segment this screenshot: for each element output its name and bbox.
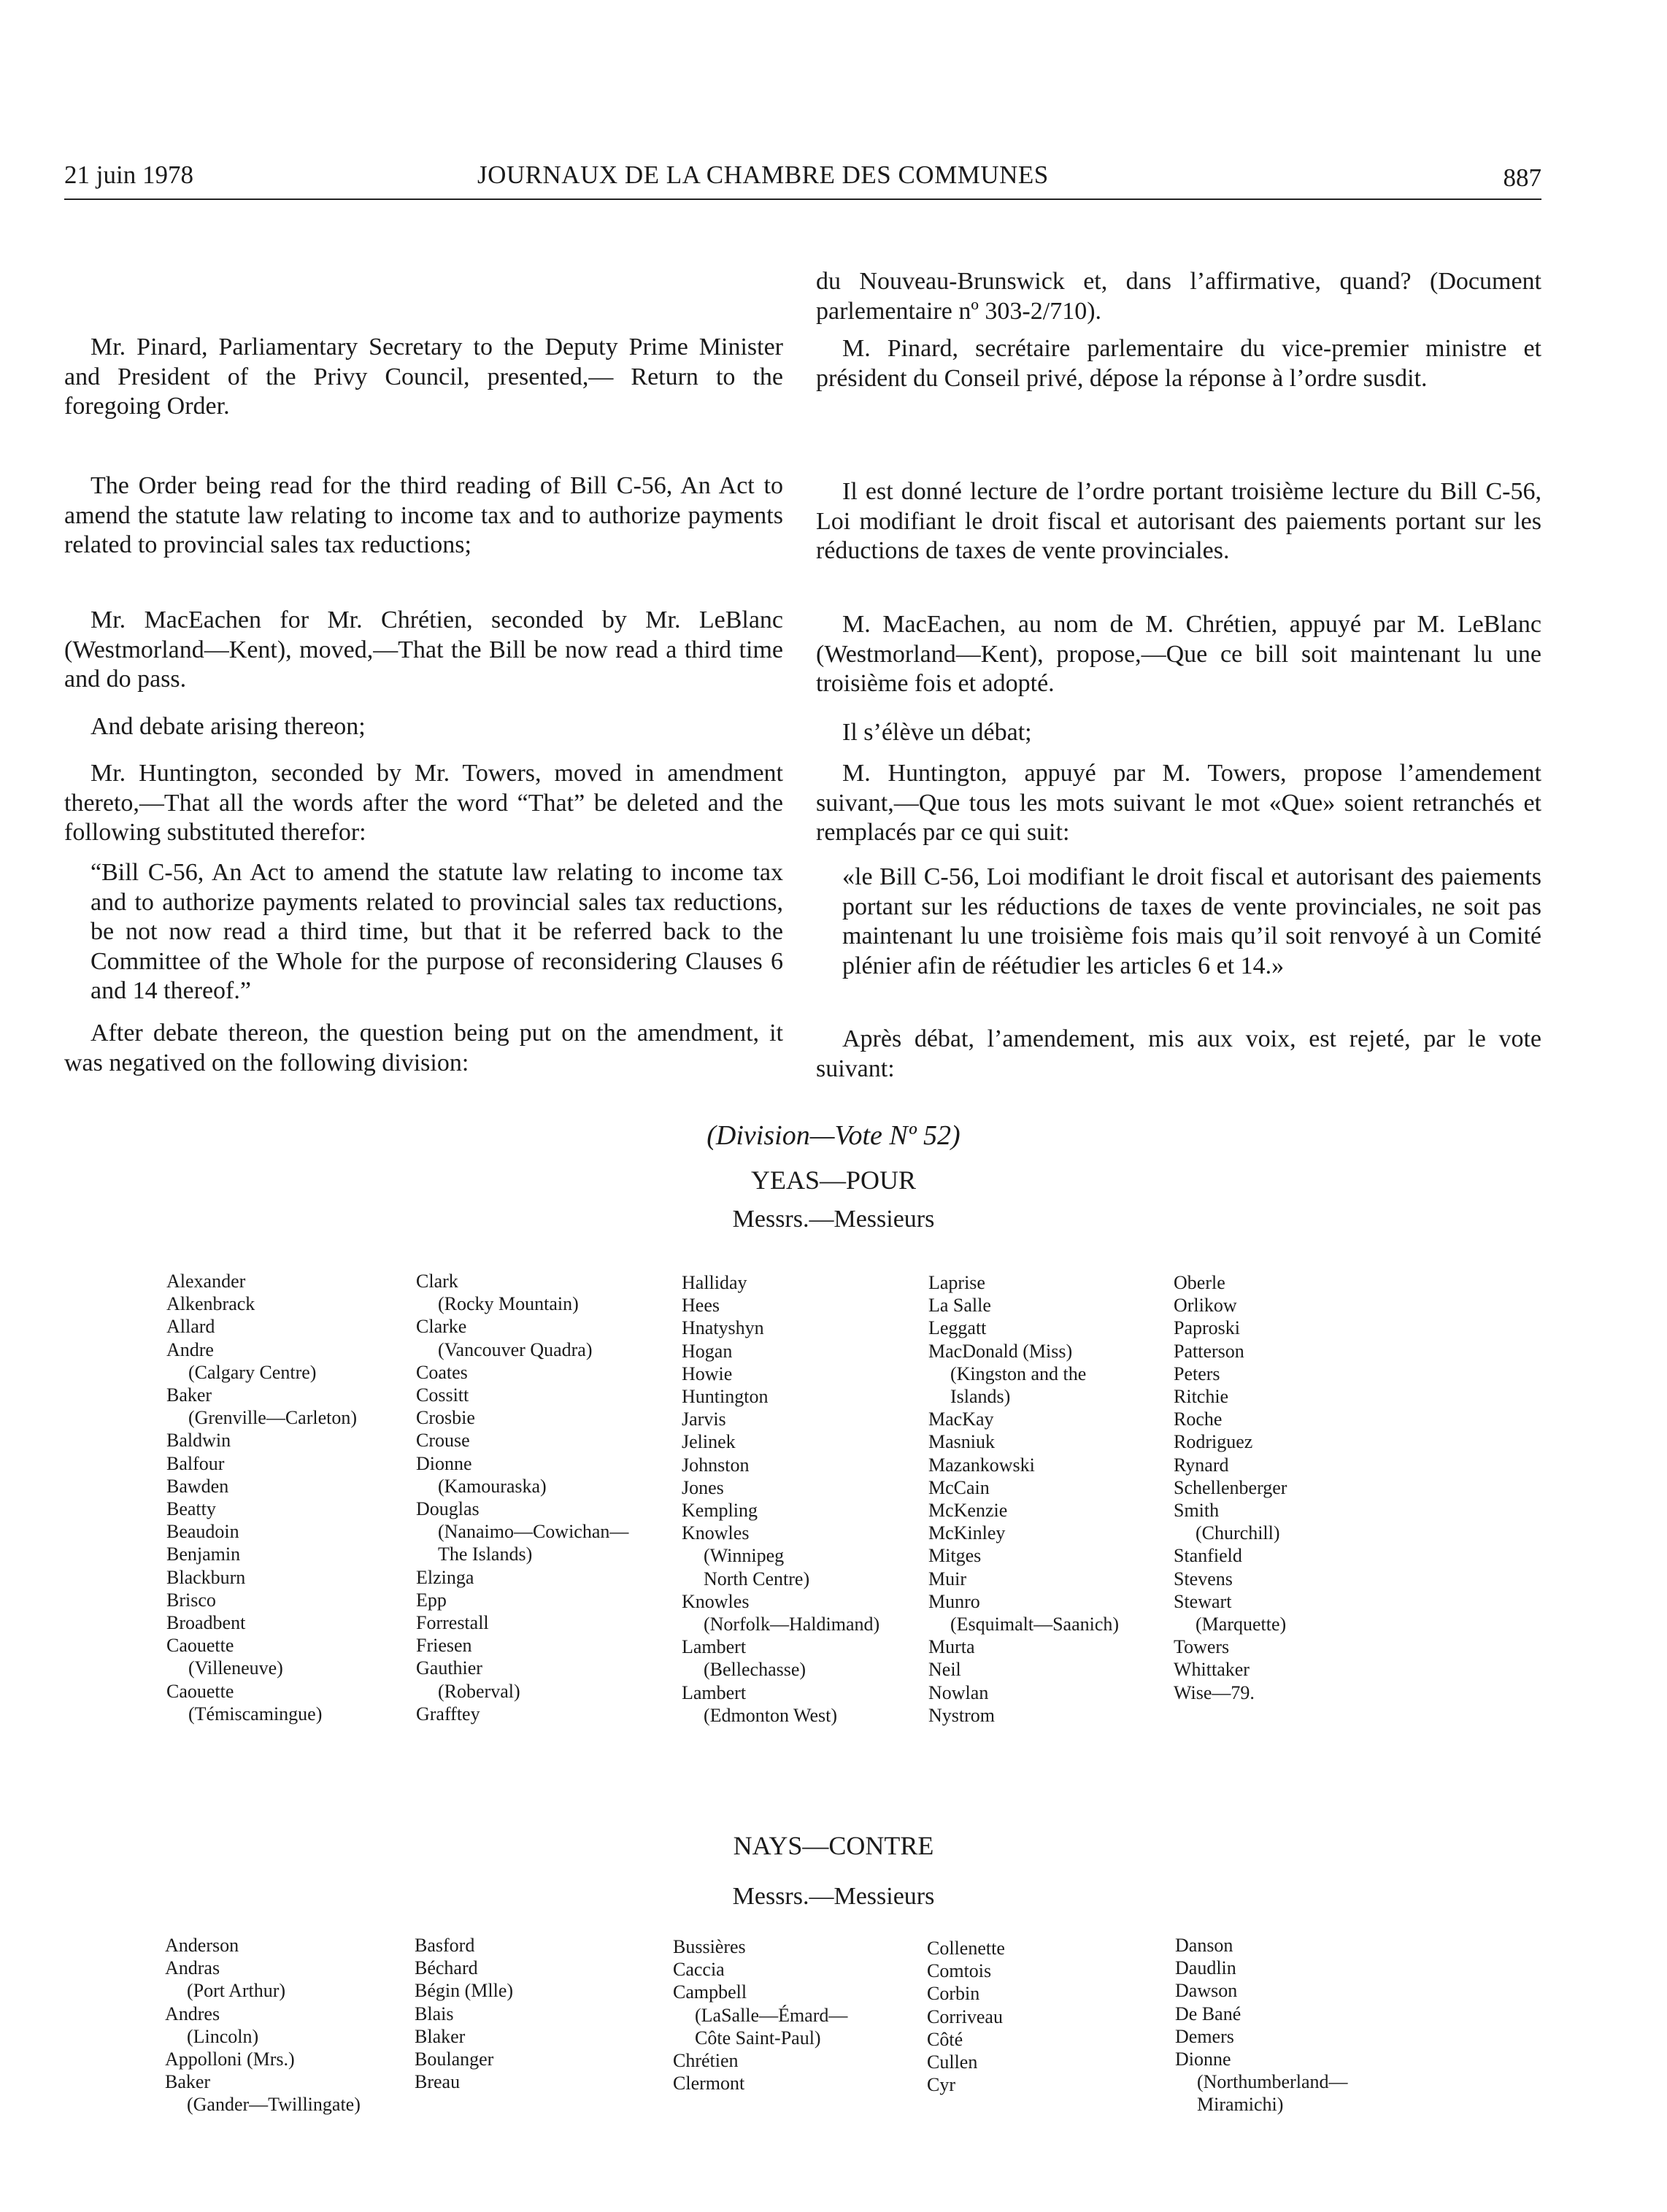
member-riding: (Port Arthur) — [187, 1980, 286, 2002]
left-paragraph-3: Mr. MacEachen for Mr. Chrétien, seconded by Mr. LeBlanc (Westmorland—Kent), moved,—That the Bill be now read a third time and do pass. — [64, 606, 783, 693]
member-riding: (Kamouraska) — [438, 1475, 547, 1497]
member-name: MacDonald (Miss) — [928, 1340, 1073, 1362]
member-name: Appolloni (Mrs.) — [165, 2049, 295, 2070]
member-name: Bawden — [166, 1475, 229, 1497]
member-name: Côté — [927, 2028, 963, 2050]
member-riding: (Nanaimo—Cowichan— — [438, 1521, 629, 1543]
member-name: Clermont — [673, 2073, 745, 2095]
member-name: Johnston — [682, 1454, 750, 1476]
member-name: De Bané — [1175, 2003, 1241, 2024]
member-name: Jarvis — [682, 1408, 726, 1430]
member-riding: The Islands) — [438, 1544, 533, 1565]
member-name: Andres — [165, 2003, 220, 2024]
member-name: Muir — [928, 1568, 966, 1589]
member-name: Ritchie — [1174, 1386, 1229, 1408]
member-name: Anderson — [165, 1935, 239, 1956]
member-name: McKinley — [928, 1522, 1006, 1544]
member-name: Andre — [166, 1338, 214, 1360]
member-name: Broadbent — [166, 1612, 246, 1634]
right-paragraph-3: Il est donné lecture de l’ordre portant troisième lecture du Bill C-56, Loi modifiant le droit fiscal et autorisant des paiements portant sur les réductions de taxes de vente provinciales. — [816, 478, 1541, 564]
member-name: Cyr — [927, 2074, 955, 2096]
member-name: Oberle — [1174, 1272, 1225, 1293]
yeas-heading: YEAS—POUR — [750, 1165, 917, 1195]
member-name: Friesen — [416, 1635, 472, 1657]
member-riding: (Norfolk—Haldimand) — [704, 1614, 880, 1635]
left-paragraph-1: Mr. Pinard, Parliamentary Secretary to the Deputy Prime Minister and President of the Privy Council, presented,— Return to the foregoing Order. — [64, 334, 783, 420]
member-name: Neil — [928, 1659, 961, 1681]
member-name: Baker — [165, 2071, 211, 2093]
member-name: Caccia — [673, 1959, 725, 1981]
member-riding: (Grenville—Carleton) — [188, 1407, 358, 1429]
member-name: Hees — [682, 1295, 720, 1317]
member-name: Kempling — [682, 1500, 758, 1522]
right-paragraph-2: M. Pinard, secrétaire parlementaire du vice-premier ministre et président du Conseil privé, dépose la réponse à l’ordre susdit. — [816, 335, 1541, 392]
member-name: Demers — [1175, 2025, 1234, 2047]
member-name: Munro — [928, 1590, 980, 1612]
right-paragraph-6: M. Huntington, appuyé par M. Towers, propose l’amendement suivant,—Que tous les mots suivant le mot «Que» soient retranchés et remplacés par ce qui suit: — [816, 760, 1541, 846]
page-number: 887 — [1503, 163, 1541, 192]
member-name: Clarke — [416, 1316, 467, 1338]
member-name: Nystrom — [928, 1704, 995, 1726]
member-name: Rodriguez — [1174, 1431, 1253, 1453]
member-name: Dawson — [1175, 1980, 1238, 2002]
member-name: Orlikow — [1174, 1295, 1237, 1317]
member-riding: (Villeneuve) — [188, 1657, 283, 1679]
member-name: Crouse — [416, 1430, 470, 1452]
member-name: Breau — [415, 2071, 461, 2093]
member-name: Basford — [415, 1935, 475, 1956]
member-name: Daudlin — [1175, 1957, 1236, 1979]
division-title: (Division—Vote Nº 52) — [707, 1120, 960, 1151]
left-quote: “Bill C-56, An Act to amend the statute law relating to income tax and to authorize payments related to provincial sales tax reductions, be not now read a third time, but that it be referred back to the Committee of the Whole for the purpose of reconsidering Clauses 6 and 14 thereof.” — [91, 859, 783, 1004]
member-name: Baker — [166, 1384, 212, 1406]
member-name: Gauthier — [416, 1657, 482, 1679]
member-name: Stanfield — [1174, 1545, 1242, 1567]
member-name: Patterson — [1174, 1340, 1244, 1362]
member-name: Crosbie — [416, 1407, 475, 1429]
member-riding: (Roberval) — [438, 1680, 520, 1702]
member-name: Dionne — [1175, 2049, 1231, 2070]
nays-list-col-1 — [165, 1934, 361, 2116]
member-name: Dionne — [416, 1452, 472, 1474]
member-name: Bégin (Mlle) — [415, 1980, 514, 2002]
member-name: Comtois — [927, 1960, 992, 1982]
right-paragraph-7: Après débat, l’amendement, mis aux voix, est rejeté, par le vote suivant: — [816, 1025, 1541, 1082]
member-name: Howie — [682, 1363, 733, 1384]
member-name: McCain — [928, 1476, 990, 1498]
member-name: Caouette — [166, 1635, 234, 1657]
member-name: Blaker — [415, 2025, 466, 2047]
member-name: Jelinek — [682, 1431, 736, 1453]
yeas-list-col-5 — [1174, 1271, 1287, 1704]
member-riding: (Témiscamingue) — [188, 1703, 323, 1724]
member-name: Masniuk — [928, 1431, 995, 1453]
yeas-subheading: Messrs.—Messieurs — [732, 1206, 935, 1233]
member-name: Leggatt — [928, 1317, 987, 1339]
member-name: Mitges — [928, 1545, 982, 1567]
member-name: Brisco — [166, 1589, 216, 1611]
nays-subheading: Messrs.—Messieurs — [732, 1883, 935, 1910]
member-riding: Côte Saint-Paul) — [695, 2027, 821, 2049]
member-riding: (Rocky Mountain) — [438, 1293, 579, 1315]
member-name: Rynard — [1174, 1454, 1229, 1476]
member-name: Lambert — [682, 1636, 747, 1658]
nays-list-col-3 — [673, 1935, 847, 2095]
member-name: Clark — [416, 1271, 458, 1292]
member-name: Elzinga — [416, 1566, 474, 1588]
member-name: Douglas — [416, 1498, 480, 1520]
right-paragraph-1: du Nouveau-Brunswick et, dans l’affirmative, quand? (Document parlementaire nº 303-2/710). — [816, 268, 1541, 325]
member-name: Hogan — [682, 1340, 733, 1362]
member-name: Paproski — [1174, 1317, 1240, 1339]
member-name: Boulanger — [415, 2049, 494, 2070]
right-paragraph-4: M. MacEachen, au nom de M. Chrétien, appuyé par M. LeBlanc (Westmorland—Kent), propose,—Que ce bill soit maintenant lu une troisième fois et adopté. — [816, 611, 1541, 697]
member-name: Huntington — [682, 1386, 769, 1408]
page-header — [64, 155, 1541, 200]
member-name: Smith — [1174, 1500, 1220, 1522]
member-name: Whittaker — [1174, 1659, 1250, 1681]
member-name: La Salle — [928, 1295, 991, 1317]
member-name: Wise—79. — [1174, 1681, 1255, 1703]
member-name: Benjamin — [166, 1544, 241, 1565]
member-name: Jones — [682, 1476, 724, 1498]
member-name: Halliday — [682, 1272, 747, 1293]
nays-list-col-2 — [415, 1934, 513, 2093]
member-name: Corbin — [927, 1983, 980, 2005]
member-name: MacKay — [928, 1408, 994, 1430]
member-name: Balfour — [166, 1452, 225, 1474]
member-name: Nowlan — [928, 1681, 989, 1703]
left-paragraph-4: And debate arising thereon; — [91, 713, 366, 740]
left-paragraph-5: Mr. Huntington, seconded by Mr. Towers, moved in amendment thereto,—That all the words after the word “That” be deleted and the following substituted therefor: — [64, 760, 783, 846]
member-name: Hnatyshyn — [682, 1317, 764, 1339]
left-paragraph-6: After debate thereon, the question being put on the amendment, it was negatived on the following division: — [64, 1020, 783, 1076]
member-name: Bussières — [673, 1936, 746, 1957]
header-title: JOURNAUX DE LA CHAMBRE DES COMMUNES — [477, 161, 1049, 189]
member-name: Alexander — [166, 1271, 246, 1292]
member-name: Andras — [165, 1957, 220, 1979]
member-name: Collenette — [927, 1938, 1005, 1959]
member-name: Alkenbrack — [166, 1293, 255, 1315]
nays-heading: NAYS—CONTRE — [733, 1831, 934, 1860]
member-name: Cullen — [927, 2051, 978, 2073]
member-riding: (Gander—Twillingate) — [187, 2094, 361, 2116]
member-name: Mazankowski — [928, 1454, 1035, 1476]
member-riding: (Bellechasse) — [704, 1659, 806, 1681]
left-paragraph-2: The Order being read for the third reading of Bill C-56, An Act to amend the statute law relating to income tax and to authorize payments related to provincial sales tax reductions; — [64, 472, 783, 558]
member-name: Knowles — [682, 1522, 750, 1544]
member-name: Danson — [1175, 1935, 1233, 1956]
yeas-list-col-1 — [166, 1270, 357, 1725]
member-name: Forrestall — [416, 1612, 489, 1634]
member-riding: (Edmonton West) — [704, 1704, 838, 1726]
member-name: Béchard — [415, 1957, 478, 1979]
member-name: Lambert — [682, 1681, 747, 1703]
yeas-list-col-4 — [928, 1271, 1119, 1727]
member-riding: (Esquimalt—Saanich) — [950, 1614, 1120, 1635]
member-name: Roche — [1174, 1408, 1223, 1430]
yeas-list-col-2 — [416, 1270, 628, 1725]
member-riding: (LaSalle—Émard— — [695, 2004, 848, 2026]
member-name: Stewart — [1174, 1590, 1232, 1612]
member-name: Grafftey — [416, 1703, 480, 1724]
member-name: Corriveau — [927, 2005, 1003, 2027]
member-name: Murta — [928, 1636, 975, 1658]
right-paragraph-5: Il s’élève un débat; — [842, 719, 1032, 746]
member-riding: (Vancouver Quadra) — [438, 1338, 593, 1360]
member-name: Caouette — [166, 1680, 234, 1702]
member-name: Peters — [1174, 1363, 1220, 1384]
member-riding: (Winnipeg — [704, 1545, 785, 1567]
right-quote: «le Bill C-56, Loi modifiant le droit fiscal et autorisant des paiements portant sur les réductions de taxes de vente provinciales, ne soit pas maintenant lu une troisième fois mais qu’il soit renvoyé à un Comité plénier afin de réétudier les articles 6 et 14.» — [842, 863, 1541, 979]
member-name: Campbell — [673, 1981, 747, 2003]
member-riding: North Centre) — [704, 1568, 810, 1589]
member-riding: Miramichi) — [1197, 2094, 1284, 2116]
member-name: Cossitt — [416, 1384, 469, 1406]
member-riding: (Churchill) — [1196, 1522, 1280, 1544]
member-riding: (Kingston and the — [950, 1363, 1087, 1384]
member-name: Schellenberger — [1174, 1476, 1287, 1498]
member-name: Beatty — [166, 1498, 216, 1520]
member-name: Beaudoin — [166, 1521, 239, 1543]
member-riding: (Northumberland— — [1197, 2071, 1348, 2093]
member-name: Blackburn — [166, 1566, 246, 1588]
member-riding: (Marquette) — [1196, 1614, 1287, 1635]
member-name: Towers — [1174, 1636, 1230, 1658]
member-name: McKenzie — [928, 1500, 1008, 1522]
yeas-list-col-3 — [682, 1271, 879, 1727]
member-name: Laprise — [928, 1272, 985, 1293]
nays-list-col-5 — [1175, 1934, 1348, 2116]
nays-list-col-4 — [927, 1937, 1005, 2096]
member-riding: Islands) — [950, 1386, 1011, 1408]
member-name: Baldwin — [166, 1430, 231, 1452]
member-name: Coates — [416, 1361, 468, 1383]
member-riding: (Lincoln) — [187, 2025, 259, 2047]
member-name: Stevens — [1174, 1568, 1233, 1589]
member-name: Chrétien — [673, 2050, 739, 2072]
header-date: 21 juin 1978 — [64, 161, 193, 189]
member-name: Knowles — [682, 1590, 750, 1612]
member-name: Blais — [415, 2003, 454, 2024]
member-name: Allard — [166, 1316, 215, 1338]
member-riding: (Calgary Centre) — [188, 1361, 317, 1383]
member-name: Epp — [416, 1589, 447, 1611]
